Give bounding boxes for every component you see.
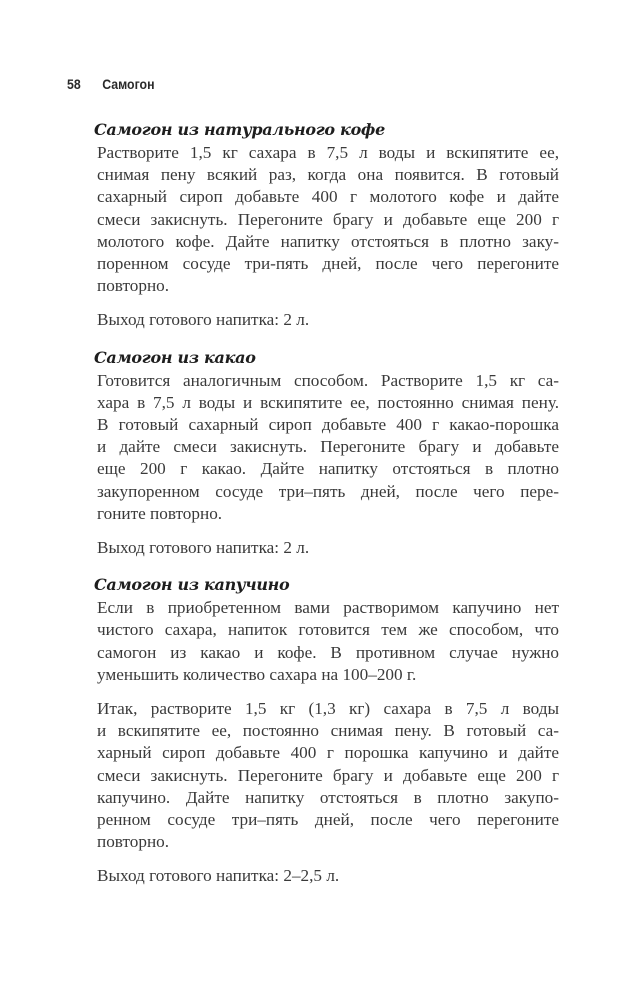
text-line: чистого сахара, напиток готовится тем же способом, что	[97, 620, 559, 640]
section-title: Самогон из капучино	[94, 575, 290, 595]
text-line: капучино. Дайте напитку отстояться в плотно закупо-	[97, 787, 559, 807]
text-line: самогон из какао и кофе. В противном случае нужно	[97, 642, 559, 662]
text-line: Выход готового напитка: 2 л.	[97, 310, 310, 330]
text-line: и дайте смеси закиснуть. Перегоните брагу и добавьте	[97, 437, 559, 457]
text-line: повторно.	[97, 832, 170, 852]
text-line: сахарный сироп добавьте 400 г молотого кофе и дайте	[97, 187, 559, 207]
paragraph-gap	[97, 686, 559, 698]
text-line: ренном сосуде три–пять дней, после чего перегоните	[97, 810, 559, 830]
text-line: поренном сосуде три-пять дней, после чего перегоните	[97, 254, 559, 274]
section-gap	[97, 559, 559, 573]
paragraph-gap	[97, 525, 559, 537]
recipe-section-cocoa	[94, 346, 559, 560]
section-gap	[97, 332, 559, 346]
text-line: и вскипятите ее, постоянно снимая пену. В готовый са-	[97, 721, 559, 741]
yield-note	[97, 309, 559, 331]
text-line: еще 200 г какао. Дайте напитку отстояться в плотно	[97, 459, 559, 479]
yield-note	[97, 865, 559, 887]
text-line: Выход готового напитка: 2 л.	[97, 538, 310, 558]
running-header	[67, 76, 155, 92]
text-line: Выход готового напитка: 2–2,5 л.	[97, 866, 340, 886]
recipe-section-coffee	[94, 118, 559, 332]
section-title: Самогон из какао	[94, 347, 256, 367]
text-line: снимая пену всякий раз, когда она появится. В готовый	[97, 165, 559, 185]
text-line: Итак, растворите 1,5 кг (1,3 кг) сахара в 7,5 л воды	[97, 699, 559, 719]
text-line: закупоренном сосуде три–пять дней, после чего пере-	[97, 481, 559, 501]
page-number: 58	[67, 76, 81, 92]
recipe-section-cappuccino	[94, 573, 559, 887]
text-line: повторно.	[97, 276, 170, 296]
paragraph	[97, 142, 559, 297]
text-line: уменьшить количество сахара на 100–200 г.	[97, 664, 417, 684]
paragraph	[97, 698, 559, 853]
running-title: Самогон	[102, 76, 155, 92]
text-line: молотого кофе. Дайте напитку отстояться в плотно заку-	[97, 231, 559, 251]
paragraph-gap	[97, 853, 559, 865]
text-line: смеси закиснуть. Перегоните брагу и добавьте еще 200 г	[97, 765, 559, 785]
yield-note	[97, 537, 559, 559]
text-line: смеси закиснуть. Перегоните брагу и добавьте еще 200 г	[97, 209, 559, 229]
text-line: хара в 7,5 л воды и вскипятите ее, постоянно снимая пену.	[97, 392, 559, 412]
text-line: Растворите 1,5 кг сахара в 7,5 л воды и вскипятите ее,	[97, 143, 559, 162]
paragraph	[97, 370, 559, 525]
text-line: Если в приобретенном вами растворимом капучино нет	[97, 598, 559, 618]
text-line: харный сироп добавьте 400 г порошка капучино и дайте	[97, 743, 559, 763]
section-title: Самогон из натурального кофе	[94, 120, 385, 139]
text-line: В готовый сахарный сироп добавьте 400 г какао-порошка	[97, 415, 559, 435]
text-line: Готовится аналогичным способом. Растворите 1,5 кг са-	[97, 370, 559, 390]
paragraph-gap	[97, 297, 559, 309]
paragraph	[97, 597, 559, 686]
page-content	[94, 118, 559, 888]
text-line: гоните повторно.	[97, 503, 223, 523]
